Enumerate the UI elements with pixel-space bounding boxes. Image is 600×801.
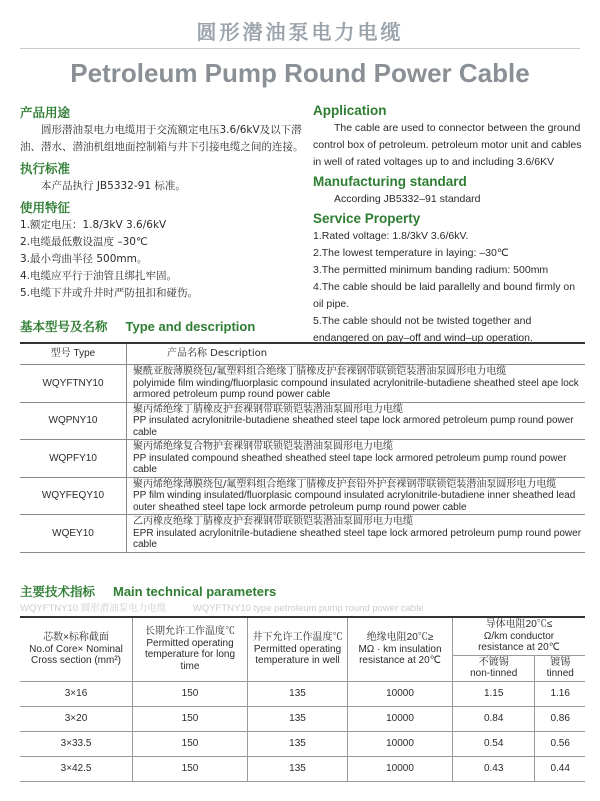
service-item: 2.The lowest temperature in laying: –30℃ xyxy=(313,247,509,259)
features-title: 使用特征 xyxy=(20,200,71,215)
types-title-cn: 基本型号及名称 xyxy=(20,319,108,334)
table-row: 3×16 150 135 10000 1.15 1.16 xyxy=(20,681,585,706)
feature-item: 5.电缆下井或升井时严防扭扣和碰伤。 xyxy=(20,287,199,299)
table-row xyxy=(20,402,585,440)
params-subtitle-en: WQYFTNY10 type petroleum pump round power cable xyxy=(192,603,424,614)
type-desc-cn: 聚丙烯绝缘复合物护套裸钢带联锁铠装潜油泵圆形电力电缆 xyxy=(133,441,393,452)
type-desc-cn: 乙丙橡皮绝缘丁腈橡皮护套裸钢带联锁铠装潜油泵圆形电力电缆 xyxy=(133,516,413,527)
col-insulation-header: 绝缘电阻20℃≥ MΩ · km insulation resistance at 20℃ xyxy=(348,617,453,681)
type-model: WQYFEQY10 xyxy=(20,477,127,515)
col-conductor-header: 导体电阻20℃≤ Ω/km conductor resistance at 20℃ xyxy=(453,617,586,655)
col-tinned-header: 镀锡 tinned xyxy=(535,655,585,681)
type-desc-cn: 聚丙烯绝缘丁腈橡皮护套裸钢带联锁铠装潜油泵圆形电力电缆 xyxy=(133,403,403,415)
left-column xyxy=(20,100,310,302)
types-section-title xyxy=(20,317,255,335)
table-row xyxy=(20,440,585,478)
right-column xyxy=(313,100,588,347)
service-item: 1.Rated voltage: 1.8/3kV 3.6/6kV. xyxy=(313,230,469,242)
service-title: Service Property xyxy=(313,211,421,226)
feature-item: 2.电缆最低敷设温度 –30℃ xyxy=(20,236,148,248)
col-nontinned-header: 不镀锡 non-tinned xyxy=(453,655,535,681)
page-title-en: Petroleum Pump Round Power Cable xyxy=(70,58,530,88)
manufacturing-text: According JB5332–91 standard xyxy=(334,193,481,205)
params-table xyxy=(20,616,585,782)
service-item: 3.The permitted minimum banding radium: 500mm xyxy=(313,264,549,276)
table-row xyxy=(20,477,585,515)
type-desc-cn: 聚丙烯绝缘薄膜绕包/氟塑料组合绝缘丁腈橡皮护套铅外护套裸钢带联锁铠装潜油泵圆形电力电缆 xyxy=(133,478,557,490)
header-divider xyxy=(20,48,580,49)
type-model: WQPFY10 xyxy=(20,440,127,478)
type-table-header xyxy=(20,343,585,365)
type-desc-en: polyimide film winding/fluorplasic compound insulated acrylonitrile-butadiene sheathed steel ape lock armored petroleum pump round power cable xyxy=(133,377,579,400)
table-row: 3×33.5 150 135 10000 0.54 0.56 xyxy=(20,731,585,756)
col-core-header: 芯数×标称截面 No.of Core× Nominal Cross section (mm²) xyxy=(20,617,133,681)
params-title-en: Main technical parameters xyxy=(113,584,277,599)
type-model: WQPNY10 xyxy=(20,402,127,440)
service-item: 4.The cable should be laid parallelly and bound firmly on oil pipe. xyxy=(313,281,576,310)
standard-text: 本产品执行 JB5332-91 标准。 xyxy=(41,180,186,192)
type-desc-en: PP insulated compound sheathed sheathed steel tape lock armored petroleum pump round power cable xyxy=(133,452,567,475)
params-header-row xyxy=(20,617,585,655)
feature-item: 1.额定电压：1.8/3kV 3.6/6kV xyxy=(20,219,167,231)
col-long-temp-header: 长期允许工作温度℃ Permitted operating temperature for long time xyxy=(133,617,248,681)
col-desc-header: 产品名称 Description xyxy=(127,343,586,365)
type-desc-en: PP film winding insulated/fluorplasic compound insulated acrylonitrile-butadiene inner sheathed lead outer sheathed steel tape lock armorde petroleum pump round power cable xyxy=(133,490,576,513)
type-desc-en: PP insulated acrylonitrile-butadiene sheathed steel tape lock armored petroleum pump round power cable xyxy=(133,415,574,438)
table-row xyxy=(20,365,585,403)
col-well-temp-header: 井下允许工作温度℃ Permitted operating temperature in well xyxy=(248,617,348,681)
type-table xyxy=(20,342,585,553)
type-model: WQYFTNY10 xyxy=(20,365,127,403)
types-title-en: Type and description xyxy=(125,319,256,334)
table-row: 3×42.5 150 135 10000 0.43 0.44 xyxy=(20,756,585,781)
page-title-cn: 圆形潜油泵电力电缆 xyxy=(196,20,404,44)
col-model-header: 型号 Type xyxy=(20,343,127,365)
params-subtitle xyxy=(20,600,448,614)
application-title: Application xyxy=(313,103,387,118)
table-row: 3×20 150 135 10000 0.84 0.86 xyxy=(20,706,585,731)
standard-title: 执行标准 xyxy=(20,161,71,176)
type-desc-cn: 聚酰亚胺薄膜绕包/氟塑料组合绝缘丁腈橡皮护套裸钢带联锁铠装潜油泵圆形电力电缆 xyxy=(133,366,507,377)
usage-title: 产品用途 xyxy=(20,105,71,120)
usage-text: 圆形潜油泵电力电缆用于交流额定电压3.6/6kV及以下潜油、潜水、潜油机组地面控制箱与井下引接电缆之间的连接。 xyxy=(20,124,304,153)
service-item: 5.The cable should not be twisted together and endangered on pay–off and wind–up operation. xyxy=(313,315,533,344)
params-title-cn: 主要技术指标 xyxy=(20,584,96,599)
feature-item: 3.最小弯曲半径 500mm。 xyxy=(20,253,148,265)
table-row xyxy=(20,515,585,553)
params-subtitle-cn: WQYFTNY10 圆形潜油泵电力电缆 xyxy=(20,603,167,614)
feature-item: 4.电缆应平行于油管且绑扎牢固。 xyxy=(20,270,178,282)
type-desc-en: EPR insulated acrylonitrile-butadiene sheathed steel tape lock armored petroleum pump round power cable xyxy=(133,527,582,550)
application-text: The cable are used to connector between the ground control box of petroleum. petroleum motor unit and cables in well of rated voltages up to and including 3.6/6KV xyxy=(313,122,582,168)
manufacturing-title: Manufacturing standard xyxy=(313,174,467,189)
params-section-title xyxy=(20,582,276,600)
type-model: WQEY10 xyxy=(20,515,127,553)
